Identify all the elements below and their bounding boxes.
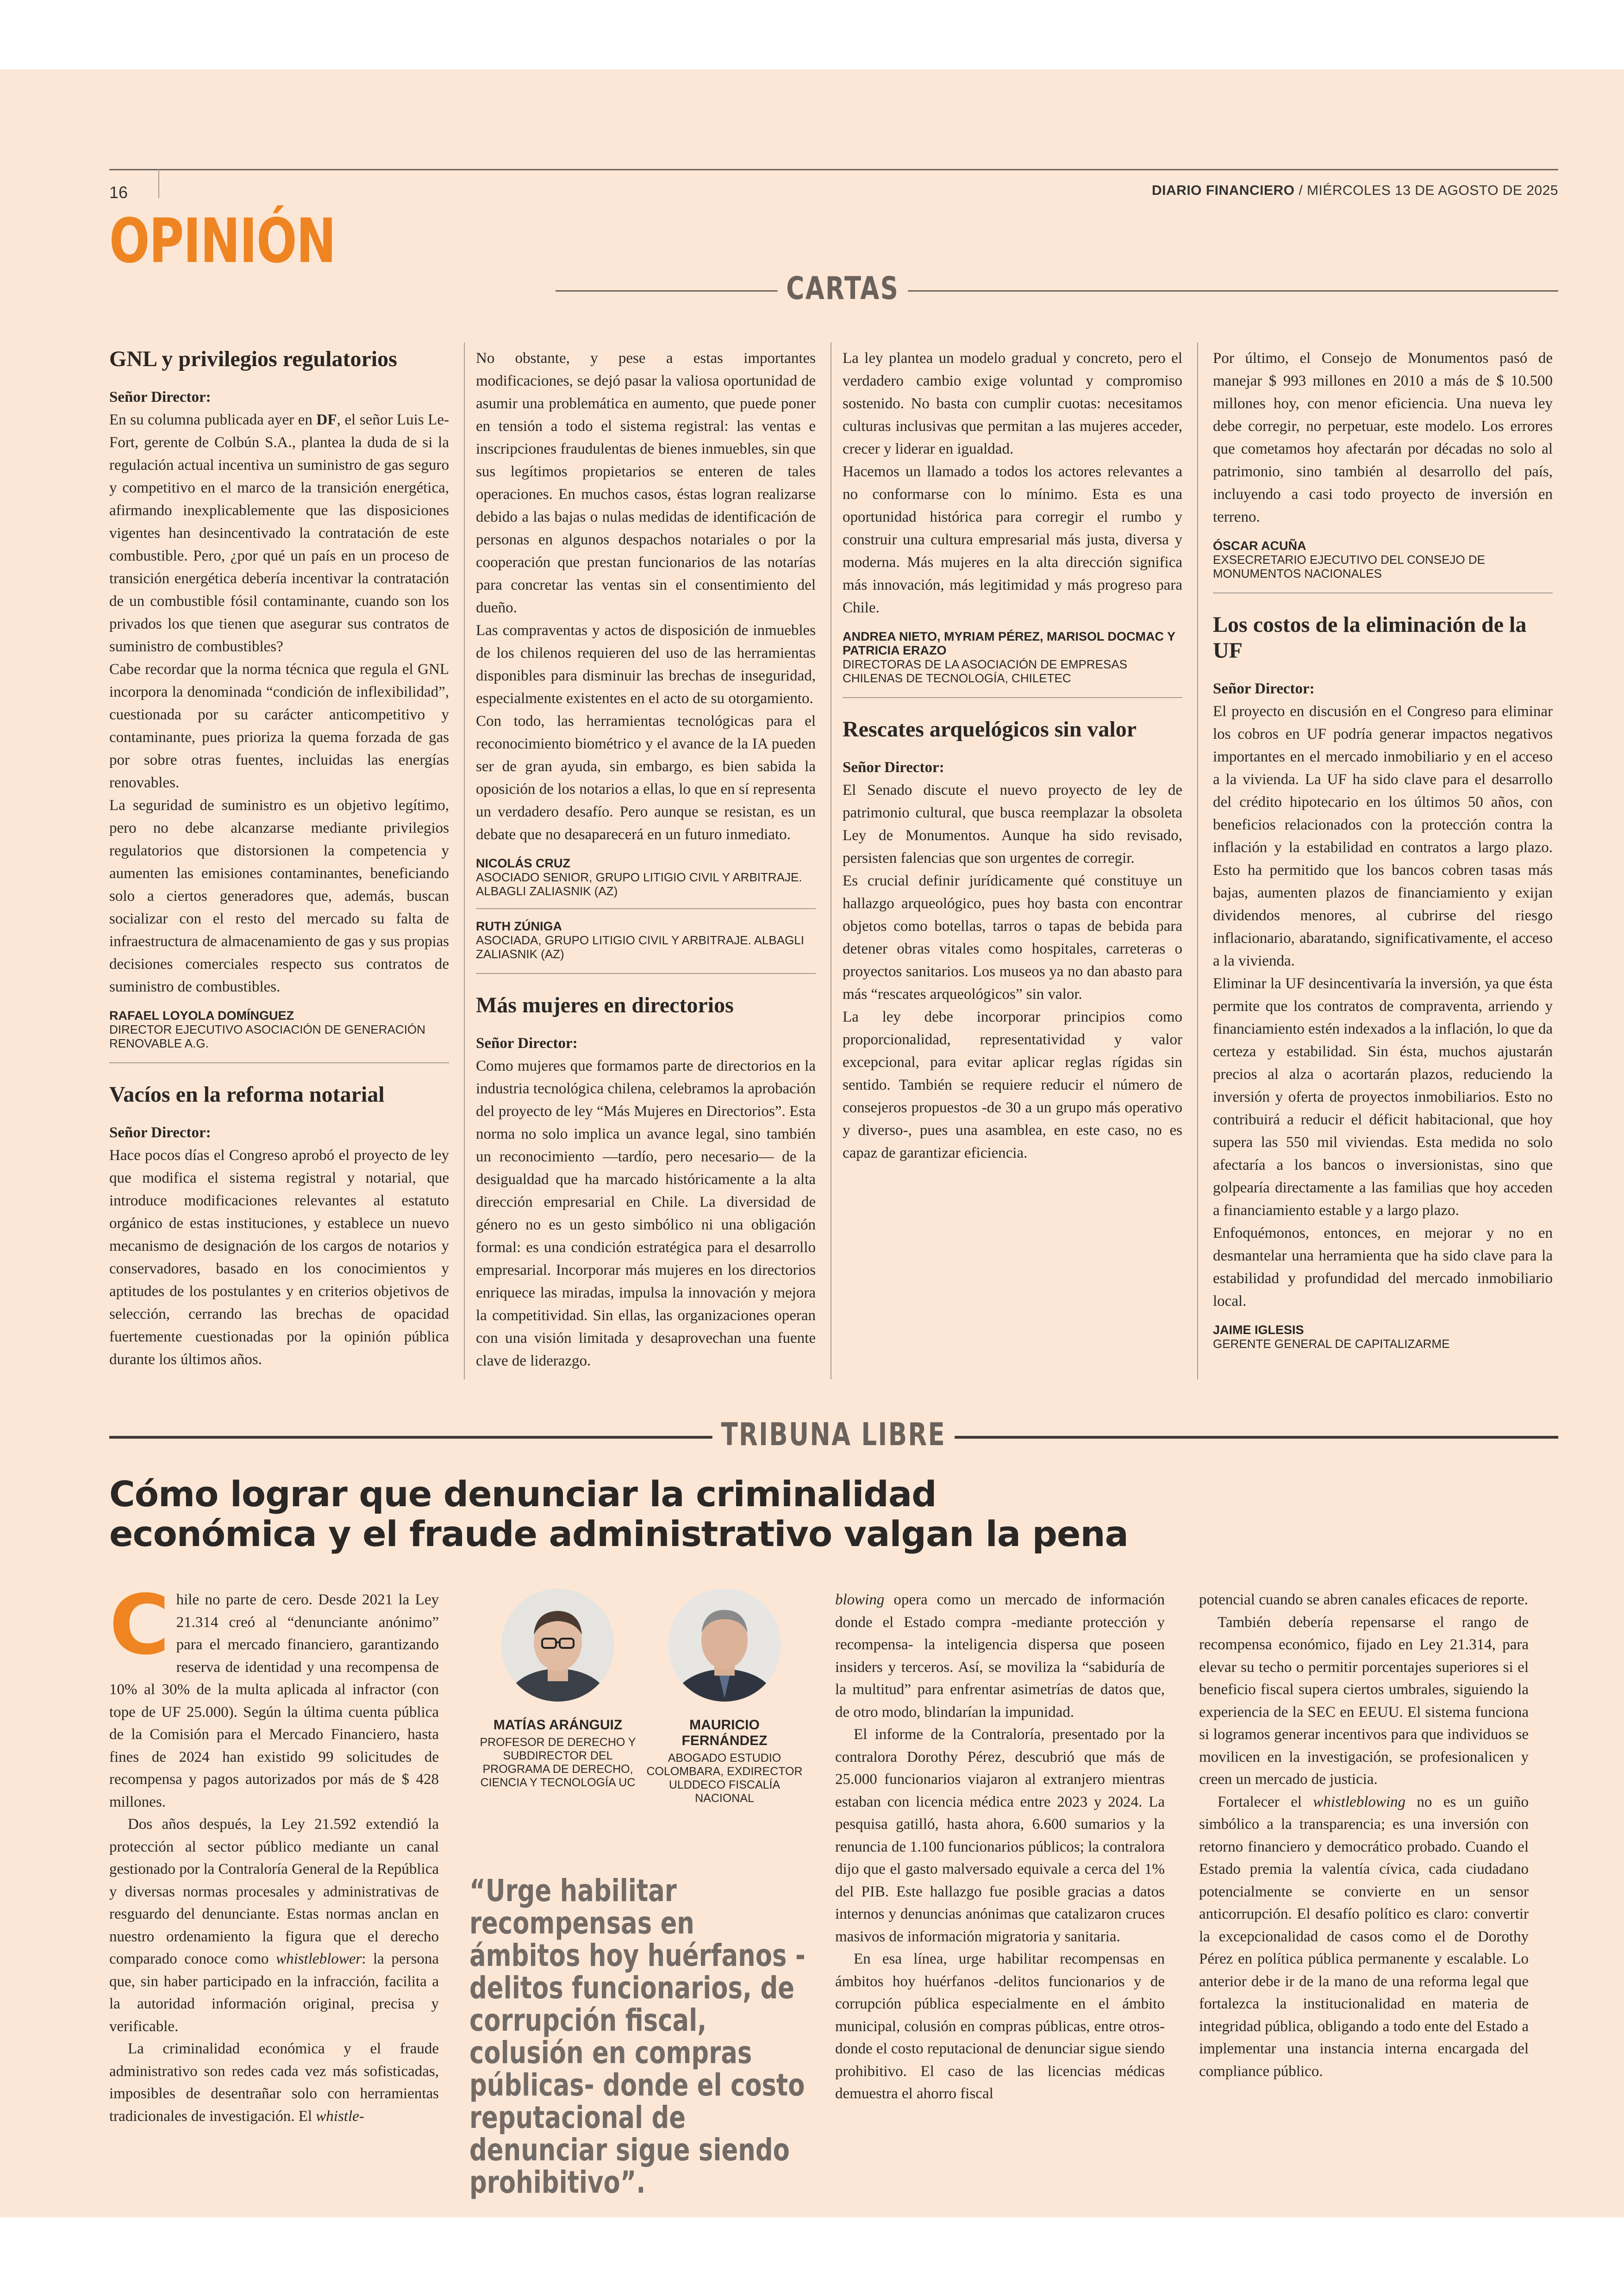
letter-signature: RAFAEL LOYOLA DOMÍNGUEZ DIRECTOR EJECUTIVO ASOCIACIÓN DE GENERACIÓN RENOVABLE A.G. [109, 1009, 425, 1050]
letter-title: Vacíos en la reforma notarial [109, 1082, 385, 1107]
letters-column-2 [476, 347, 816, 1372]
letters-column-1 [109, 346, 449, 1371]
letter-paragraph: Enfoquémonos, entonces, en mejorar y no en desmantelar una herramienta que ha sido clave para la estabilidad y profundidad del mercado inmobiliario local. [1213, 1225, 1553, 1310]
letter-title: Los costos de la eliminación de la UF [1213, 612, 1527, 663]
dropcap: C [109, 1577, 170, 1673]
author-portrait-icon [668, 1589, 781, 1702]
tribuna-headline: Cómo lograr que denunciar la criminalidad económica y el fraude administrativo valgan la pena [109, 1473, 1128, 1554]
tribuna-rubric: TRIBUNA LIBRE [712, 1419, 954, 1451]
letter-paragraph: El Senado discute el nuevo proyecto de ley de patrimonio cultural, que busca reemplazar la obsoleta Ley de Monumentos. Aunque ha sido revisado, persisten falencias que son urgentes de corregir. [843, 782, 1182, 867]
tribuna-rubric-wrap [671, 1416, 995, 1453]
author-aranguiz [479, 1589, 637, 1790]
letter-paragraph: La ley debe incorporar principios como proporcionalidad, representatividad y valor excepcional, para evitar aplicar reglas rígidas sin sentido. También se requiere reducir el número de consejeros propuestos -de 30 a un grupo más operativo y diverso-, pues una asamblea, en este caso, no es capaz de garantizar eficiencia. [843, 1009, 1182, 1161]
section-title: OPINIÓN [109, 206, 336, 277]
page-number: 16 [109, 183, 128, 202]
tribuna-column-1 [109, 1577, 439, 2127]
letter-paragraph: Es crucial definir jurídicamente qué constituye un hallazgo arqueológico, pues hoy basta con encontrar objetos como botellas, tarros o tapas de bebida para detener obras vitales como hospitales, carreteras o proyectos sanitarios. Los museos ya no dan abasto para más “rescates arqueológicos” sin valor. [843, 873, 1182, 1003]
author-role: PROFESOR DE DERECHO Y SUBDIRECTOR DEL PROGRAMA DE DERECHO, CIENCIA Y TECNOLOGÍA UC [480, 1736, 636, 1789]
letter-paragraph: No obstante, y pese a estas importantes modificaciones, se dejó pasar la valiosa oportunidad de asumir una problemática en aumento, que puede poner en tensión a todo el sistema registral: las ventas e inscripciones fraudulentas de bienes inmuebles, sin que sus legítimos propietarios se enteren de tales operaciones. En muchos casos, éstas logran realizarse debido a las bajas o nulas medidas de identificación de personas en algunos despachos notariales o por la cooperación que prestan funcionarios de las notarías para concretar las ventas sin el consentimiento del dueño. [476, 350, 816, 616]
letters-column-3 [843, 347, 1182, 1165]
letter-paragraph: Por último, el Consejo de Monumentos pasó de manejar $ 993 millones en 2010 a más de $ 10.500 millones hoy, con menor eficiencia. Una nueva ley debe corregir, no perpetuar, este modelo. Los errores que cometamos hoy afectarán por décadas no solo al patrimonio, sino también al desarrollo del país, incluyendo a casi todo proyecto de inversión en terreno. [1213, 350, 1553, 525]
article-paragraph: Chile no parte de cero. Desde 2021 la Ley 21.314 creó al “denunciante anónimo” para el mercado financiero, garantizando reserva de identidad y una recompensa de 10% al 30% de la multa aplicada al infractor (con tope de UF 25.000). Según la última cuenta pública de la Comisión para el Mercado Financiero, hasta fines de 2024 han existido 99 solicitudes de recompensa y pagos autorizados por más de $ 428 millones. [109, 1577, 439, 1810]
letter-separator [109, 1062, 449, 1063]
letter-signature: NICOLÁS CRUZ ASOCIADO SENIOR, GRUPO LITIGIO CIVIL Y ARBITRAJE. ALBAGLI ZALIASNIK (AZ) [476, 856, 802, 898]
author-name: MATÍAS ARÁNGUIZ [493, 1717, 623, 1733]
letter-separator [476, 973, 816, 974]
article-paragraph: La criminalidad económica y el fraude administrativo son redes cada vez más sofisticadas, imposibles de desentrañar solo con herramientas tradicionales de investigación. El whistle- [109, 2040, 439, 2125]
letter-paragraph: Como mujeres que formamos parte de directorios en la industria tecnológica chilena, celebramos la aprobación del proyecto de ley “Más Mujeres en Directorios”. Esta norma no solo implica un avance legal, sino también un reconocimiento —tardío, pero necesario— de la desigualdad que ha marcado históricamente a la alta dirección empresarial en Chile. La diversidad de género no es un gesto simbólico ni una obligación formal: es una condición estratégica para el desarrollo empresarial. Incorporar más mujeres en los directorios enriquece las miradas, impulsa la innovación y mejora la competitividad. Sin ellas, las organizaciones operan con una visión limitada y desaprovechan una fuente clave de liderazgo. [476, 1058, 816, 1369]
article-paragraph: potencial cuando se abren canales eficaces de reporte. [1199, 1591, 1528, 1608]
letter-salute: Señor Director: [1213, 680, 1315, 697]
author-photo [668, 1589, 781, 1702]
letter-paragraph: Hacemos un llamado a todos los actores relevantes a no conformarse con lo mínimo. Esta es una oportunidad histórica para corregir el rumbo y construir una cultura empresarial más justa, diversa y moderna. Más mujeres en la alta dirección significa más innovación, más legitimidad y más progreso para Chile. [843, 463, 1182, 616]
letter-paragraph: Hace pocos días el Congreso aprobó el proyecto de ley que modifica el sistema registral y notarial, que introduce modificaciones relevantes al estatuto orgánico de estas instituciones, y establece un nuevo mecanismo de designación de los cargos de notarios y conservadores, basado en los conocimientos y aptitudes de los postulantes y en criterios objetivos de selección, cerrando las brechas de opacidad fuertemente cuestionadas por la opinión pública durante los últimos años. [109, 1147, 449, 1368]
letter-separator [843, 697, 1182, 698]
author-portrait-icon [501, 1589, 614, 1702]
author-photo [501, 1589, 614, 1702]
letter-paragraph: Las compraventas y actos de disposición de inmuebles de los chilenos requieren del uso de las herramientas disponibles para disminuir las brechas de inseguridad, especialmente existentes en el acto de su otorgamiento. [476, 622, 816, 707]
article-paragraph: Fortalecer el whistleblowing no es un guiño simbólico a la transparencia; es una inversión con retorno financiero y democrático probado. Cuando el Estado premia la valentía cívica, cada ciudadano potencialmente se convierte en un sensor anticorrupción. El desafío político es claro: convertir la excepcionalidad de casos como el de Dorothy Pérez en política pública permanente y escalable. Lo anterior debe ir de la mano de una reforma legal que fortalezca la institucionalidad en materia de integridad pública, obligando a todo ente del Estado a implementar una instancia interna encargada del compliance público. [1199, 1793, 1529, 2080]
author-fernandez [646, 1589, 803, 1805]
issue-date: / MIÉRCOLES 13 DE AGOSTO DE 2025 [1299, 183, 1558, 198]
author-name: MAURICIO FERNÁNDEZ [681, 1717, 768, 1748]
letter-title: GNL y privilegios regulatorios [109, 347, 397, 371]
letter-paragraph: En su columna publicada ayer en DF, el señor Luis Le-Fort, gerente de Colbún S.A., plantea la duda de si la regulación actual incentiva un suministro de gas seguro y competitivo en el marco de la transición energética, afirmando inexplicablemente que las disposiciones vigentes han desincentivado la contratación de este combustible. Pero, ¿por qué un país en un proceso de transición energética debería incentivar la contratación de un combustible fósil contaminante, cuando son los privados los que tienen que asegurar sus contratos de suministro de combustibles? [109, 412, 449, 655]
letter-salute: Señor Director: [109, 1124, 211, 1141]
letter-title: Rescates arquelógicos sin valor [843, 717, 1137, 742]
cartas-rubric-wrap [722, 270, 963, 307]
letter-signature: RUTH ZÚNIGA ASOCIADA, GRUPO LITIGIO CIVIL Y ARBITRAJE. ALBAGLI ZALIASNIK (AZ) [476, 919, 804, 961]
pull-quote: “Urge habilitar recompensas en ámbitos hoy huérfanos -delitos funcionarios, de corrupción fiscal, colusión en compras públicas- donde el costo reputacional de denunciar sigue siendo prohibitivo”. [469, 1873, 806, 2200]
letter-separator [1213, 592, 1553, 593]
article-paragraph: También debería repensarse el rango de recompensa económico, fijado en Ley 21.314, para elevar su techo o permitir porcentajes superiores si el beneficio fiscal supera ciertos umbrales, siguiendo la experiencia de la SEC en EEUU. El sistema funciona si logramos generar incentivos para que individuos se movilicen en la investigación, se profesionalicen y creen un mercado de justicia. [1199, 1614, 1529, 1788]
publication-name: DIARIO FINANCIERO [1151, 183, 1295, 198]
letter-paragraph: La seguridad de suministro es un objetivo legítimo, pero no debe alcanzarse mediante privilegios regulatorios que distorsionen la competencia y aumenten las emisiones contaminantes, beneficiando solo a ciertos generadores que, además, buscan socializar con el resto del mercado su falta de infraestructura de almacenamiento de gas y sus propias decisiones comerciales respecto sus contratos de suministro de combustibles. [109, 797, 449, 995]
column-divider [464, 343, 465, 1379]
article-paragraph: blowing opera como un mercado de información donde el Estado compra -mediante protección y recompensa- la inteligencia dispersa que poseen insiders y terceros. Así, se moviliza la “sabiduría de la multitud” para enfrentar asimetrías de datos que, de otro modo, blindarían la impunidad. [835, 1591, 1165, 1721]
letter-signature: JAIME IGLESIS GERENTE GENERAL DE CAPITALIZARME [1213, 1323, 1450, 1351]
column-divider [1197, 343, 1198, 1379]
letter-signature: ANDREA NIETO, MYRIAM PÉREZ, MARISOL DOCMAC Y PATRICIA ERAZO DIRECTORAS DE LA ASOCIACIÓN DE EMPRESAS CHILENAS DE TECNOLOGÍA, CHILETEC [843, 630, 1175, 685]
article-paragraph: En esa línea, urge habilitar recompensas en ámbitos hoy huérfanos -delitos funcionarios y de corrupción pública especialmente en el ámbito municipal, colusión en compras públicas, entre otros- donde el costo reputacional de denunciar sigue siendo prohibitivo. El caso de las licencias médicas demuestra el ahorro fiscal [835, 1951, 1165, 2102]
cartas-rubric: CARTAS [777, 273, 907, 305]
cartas-rule [556, 290, 1558, 292]
signature-separator [476, 908, 816, 909]
header-rule [109, 169, 1558, 170]
tribuna-column-3 [835, 1589, 1165, 2105]
letter-salute: Señor Director: [843, 759, 944, 776]
letter-paragraph: El proyecto en discusión en el Congreso para eliminar los cobros en UF podría generar impactos negativos importantes en el mercado inmobiliario y en el acceso a la vivienda. La UF ha sido clave para el desarrollo del crédito hipotecario en los últimos 50 años, con beneficios relacionados con la protección contra la inflación y la estabilidad en contratos a largo plazo. Esto ha permitido que los bancos cobren tasas más bajas, aumenten plazos de financiamiento y exijan dividendos menores, al cubrirse del riesgo inflacionario, abaratando, significativamente, el acceso a la vivienda. [1213, 703, 1553, 969]
letter-salute: Señor Director: [476, 1035, 578, 1052]
letter-paragraph: Cabe recordar que la norma técnica que regula el GNL incorpora la denominada “condición de inflexibilidad”, cuestionada por su carácter anticompetitivo y contaminante, pues prioriza la quema forzada de gas por sobre otras fuentes, incluidas las energías renovables. [109, 661, 449, 791]
letter-salute: Señor Director: [109, 389, 211, 405]
letter-title: Más mujeres en directorios [476, 993, 734, 1017]
article-paragraph: El informe de la Contraloría, presentado por la contralora Dorothy Pérez, descubrió que más de 25.000 funcionarios viajaron al extranjero mientras estaban con licencia médica entre 2023 y 2024. La pesquisa gatilló, hasta ahora, 6.600 sumarios y la renuncia de 1.100 funcionarios públicos; la contralora dijo que el gasto malversado equivale a cerca del 1% del PIB. Este hallazgo fue posible gracias a datos internos y denuncias anónimas que catalizaron cruces masivos de información migratoria y sanitaria. [835, 1726, 1165, 1945]
tribuna-column-4 [1199, 1589, 1529, 2083]
letters-column-4 [1213, 347, 1553, 1351]
letter-paragraph: Con todo, las herramientas tecnológicas para el reconocimiento biométrico y el avance de la IA pueden ser de gran ayuda, sin embargo, es bien sabida la oposición de los notarios a ellas, lo que en sí representa un verdadero desafío. Pero aunque se resistan, es un debate que no desaparecerá en un futuro inmediato. [476, 713, 816, 843]
article-paragraph: Dos años después, la Ley 21.592 extendió la protección al sector público mediante un canal gestionado por la Contraloría General de la República y diversas normas procesales y administrativas de resguardo del denunciante. Estas normas anclan en nuestro ordenamiento la figura que el derecho comparado conoce como whistleblower: la persona que, sin haber participado en la infracción, facilita a la autoridad información original, precisa y verificable. [109, 1816, 439, 2035]
author-role: ABOGADO ESTUDIO COLOMBARA, EXDIRECTOR ULDDECO FISCALÍA NACIONAL [646, 1752, 803, 1805]
letter-signature: ÓSCAR ACUÑA EXSECRETARIO EJECUTIVO DEL CONSEJO DE MONUMENTOS NACIONALES [1213, 539, 1485, 580]
masthead [1152, 183, 1558, 199]
page-number-divider [158, 169, 159, 198]
letter-paragraph: Eliminar la UF desincentivaría la inversión, ya que ésta permite que los contratos de compraventa, arriendo y financiamiento estén indexados a la inflación, lo que da certeza y estabilidad. Sin ésta, muchos ajustarán precios al alza o acortarán plazos, reduciendo la inversión y oferta de proyectos inmobiliarios. Esto no contribuirá a reducir el déficit habitacional, que hoy supera las 550 mil viviendas. Esta medida no solo afectaría a los bancos o inversionistas, sino que golpearía directamente a las familias que hoy acceden a financiamiento estable y a largo plazo. [1213, 975, 1553, 1219]
letter-paragraph: La ley plantea un modelo gradual y concreto, pero el verdadero cambio exige voluntad y compromiso sostenido. No basta con cumplir cuotas: necesitamos culturas inclusivas que permitan a las mujeres acceder, crecer y liderar en igualdad. [843, 350, 1182, 457]
